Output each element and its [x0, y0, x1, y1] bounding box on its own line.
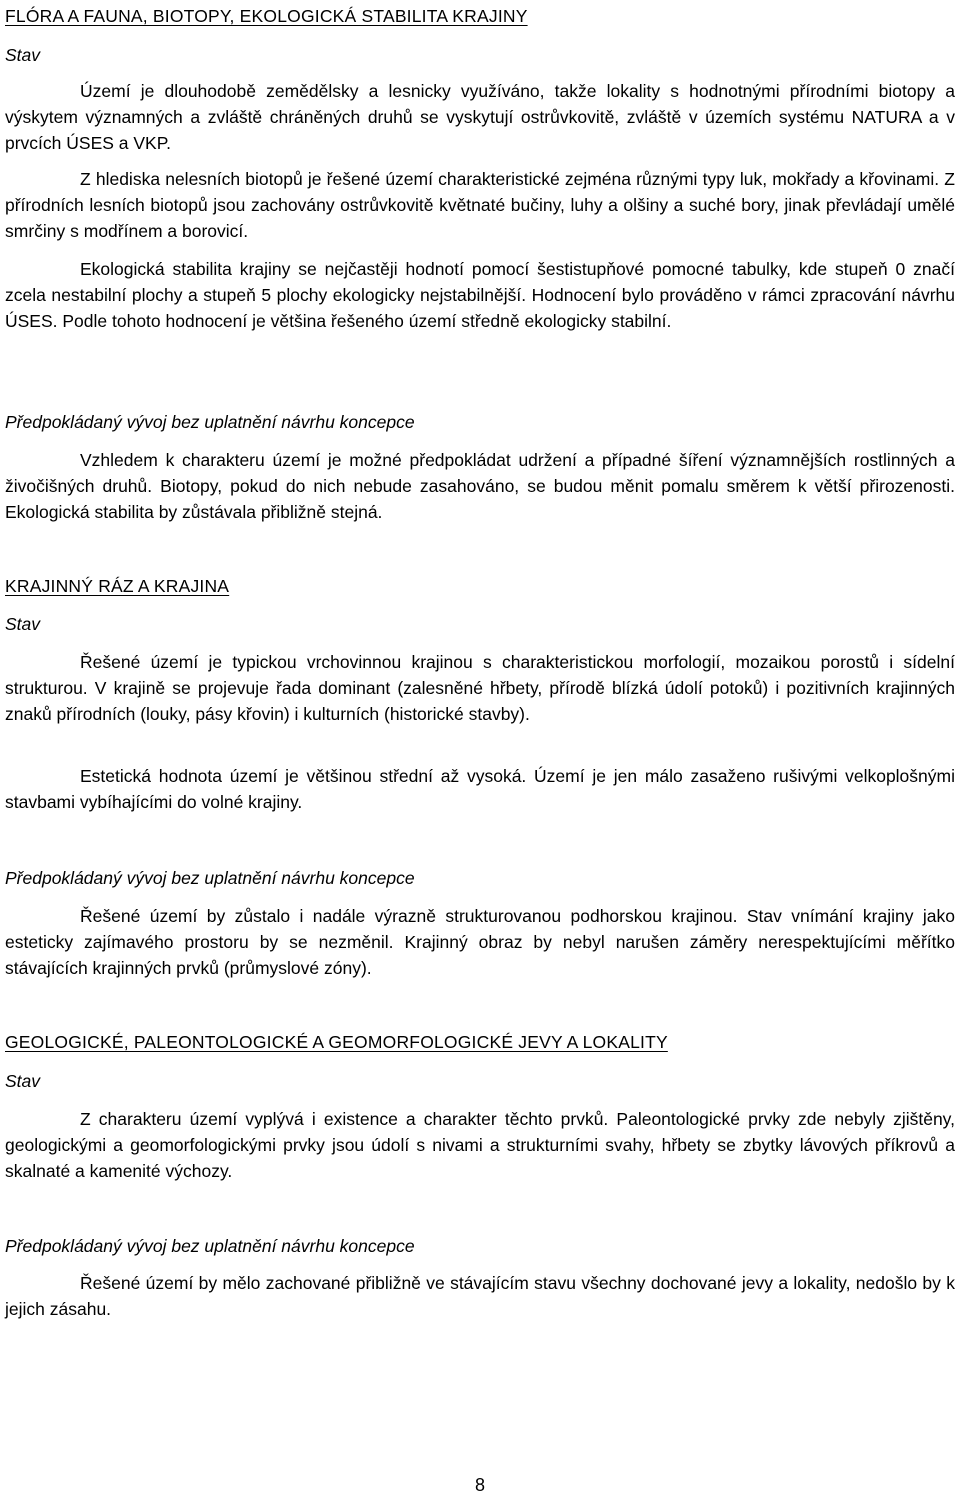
- section-heading-geologicke: GEOLOGICKÉ, PALEONTOLOGICKÉ A GEOMORFOLOGICKÉ JEVY A LOKALITY: [5, 1032, 668, 1052]
- section-label-vyvoj: Předpokládaný vývoj bez uplatnění návrhu koncepce: [5, 868, 415, 888]
- paragraph-text: Ekologická stabilita krajiny se nejčastěji hodnotí pomocí šestistupňové pomocné tabulky, kde stupeň 0 značí zcela nestabilní plochy a stupeň 5 plochy ekologicky nejstabilnější. Hodnocení bylo prováděno v rámci zpracování návrhu ÚSES. Podle tohoto hodnocení je většina řešeného území středně ekologicky stabilní.: [5, 259, 955, 331]
- section-label-vyvoj: Předpokládaný vývoj bez uplatnění návrhu koncepce: [5, 412, 415, 432]
- section-heading-flora: FLÓRA A FAUNA, BIOTOPY, EKOLOGICKÁ STABILITA KRAJINY: [5, 6, 528, 26]
- section-paragraph: [5, 903, 955, 981]
- paragraph-text: Z hlediska nelesních biotopů je řešené území charakteristické zejména různými typy luk, mokřady a křovinami. Z přírodních lesních biotopů jsou zachovány ostrůvkovitě květnaté bučiny, luhy a olšiny a suché bory, jinak převládají umělé smrčiny s modřínem a borovicí.: [5, 169, 955, 241]
- section-label-stav: Stav: [5, 614, 41, 634]
- section-paragraph: [5, 78, 955, 156]
- paragraph-text: Řešené území by mělo zachované přibližně ve stávajícím stavu všechny dochované jevy a lokality, nedošlo by k jejich zásahu.: [5, 1273, 955, 1319]
- section-paragraph: [5, 1270, 955, 1322]
- section-paragraph: [5, 1106, 955, 1184]
- paragraph-text: Řešené území je typickou vrchovinnou krajinou s charakteristickou morfologií, mozaikou porostů i sídelní strukturou. V krajině se projevuje řada dominant (zalesněné hřbety, přírodě blízká údolí potoků) i pozitivních krajinných znaků přírodních (louky, pásy křovin) i kulturních (historické stavby).: [5, 652, 955, 724]
- paragraph-text: Řešené území by zůstalo i nadále výrazně strukturovanou podhorskou krajinou. Stav vnímání krajiny jako esteticky zajímavého prostoru by se nezměnil. Krajinný obraz by nebyl narušen záměry nerespektujícími měřítko stávajících krajinných prvků (průmyslové zóny).: [5, 906, 955, 978]
- section-paragraph: [5, 763, 955, 815]
- section-paragraph: [5, 166, 955, 244]
- section-paragraph: [5, 649, 955, 727]
- page-number: 8: [474, 1475, 485, 1495]
- section-label-vyvoj: Předpokládaný vývoj bez uplatnění návrhu koncepce: [5, 1236, 415, 1256]
- section-heading-krajinny-raz: KRAJINNÝ RÁZ A KRAJINA: [5, 576, 230, 596]
- paragraph-text: Z charakteru území vyplývá i existence a charakter těchto prvků. Paleontologické prvky zde nebyly zjištěny, geologickými a geomorfologickými prvky jsou údolí s nivami a strukturními svahy, hřbety se zbytky lávových příkrovů a skalnaté a kamenité výchozy.: [5, 1109, 955, 1181]
- section-paragraph: [5, 447, 955, 525]
- section-label-stav: Stav: [5, 1071, 41, 1091]
- paragraph-text: Vzhledem k charakteru území je možné předpokládat udržení a případné šíření významnějších rostlinných a živočišných druhů. Biotopy, pokud do nich nebude zasahováno, se budou měnit pomalu směrem k větší přirozenosti. Ekologická stabilita by zůstávala přibližně stejná.: [5, 450, 955, 522]
- paragraph-text: Estetická hodnota území je většinou střední až vysoká. Území je jen málo zasaženo rušivými velkoplošnými stavbami vybíhajícími do volné krajiny.: [5, 766, 955, 812]
- section-label-stav: Stav: [5, 45, 41, 65]
- section-paragraph: [5, 256, 955, 334]
- paragraph-text: Území je dlouhodobě zemědělsky a lesnicky využíváno, takže lokality s hodnotnými přírodními biotopy a výskytem významných a zvláště chráněných druhů se vyskytují ostrůvkovitě, zvláště v územích systému NATURA a v prvcích ÚSES a VKP.: [5, 81, 955, 153]
